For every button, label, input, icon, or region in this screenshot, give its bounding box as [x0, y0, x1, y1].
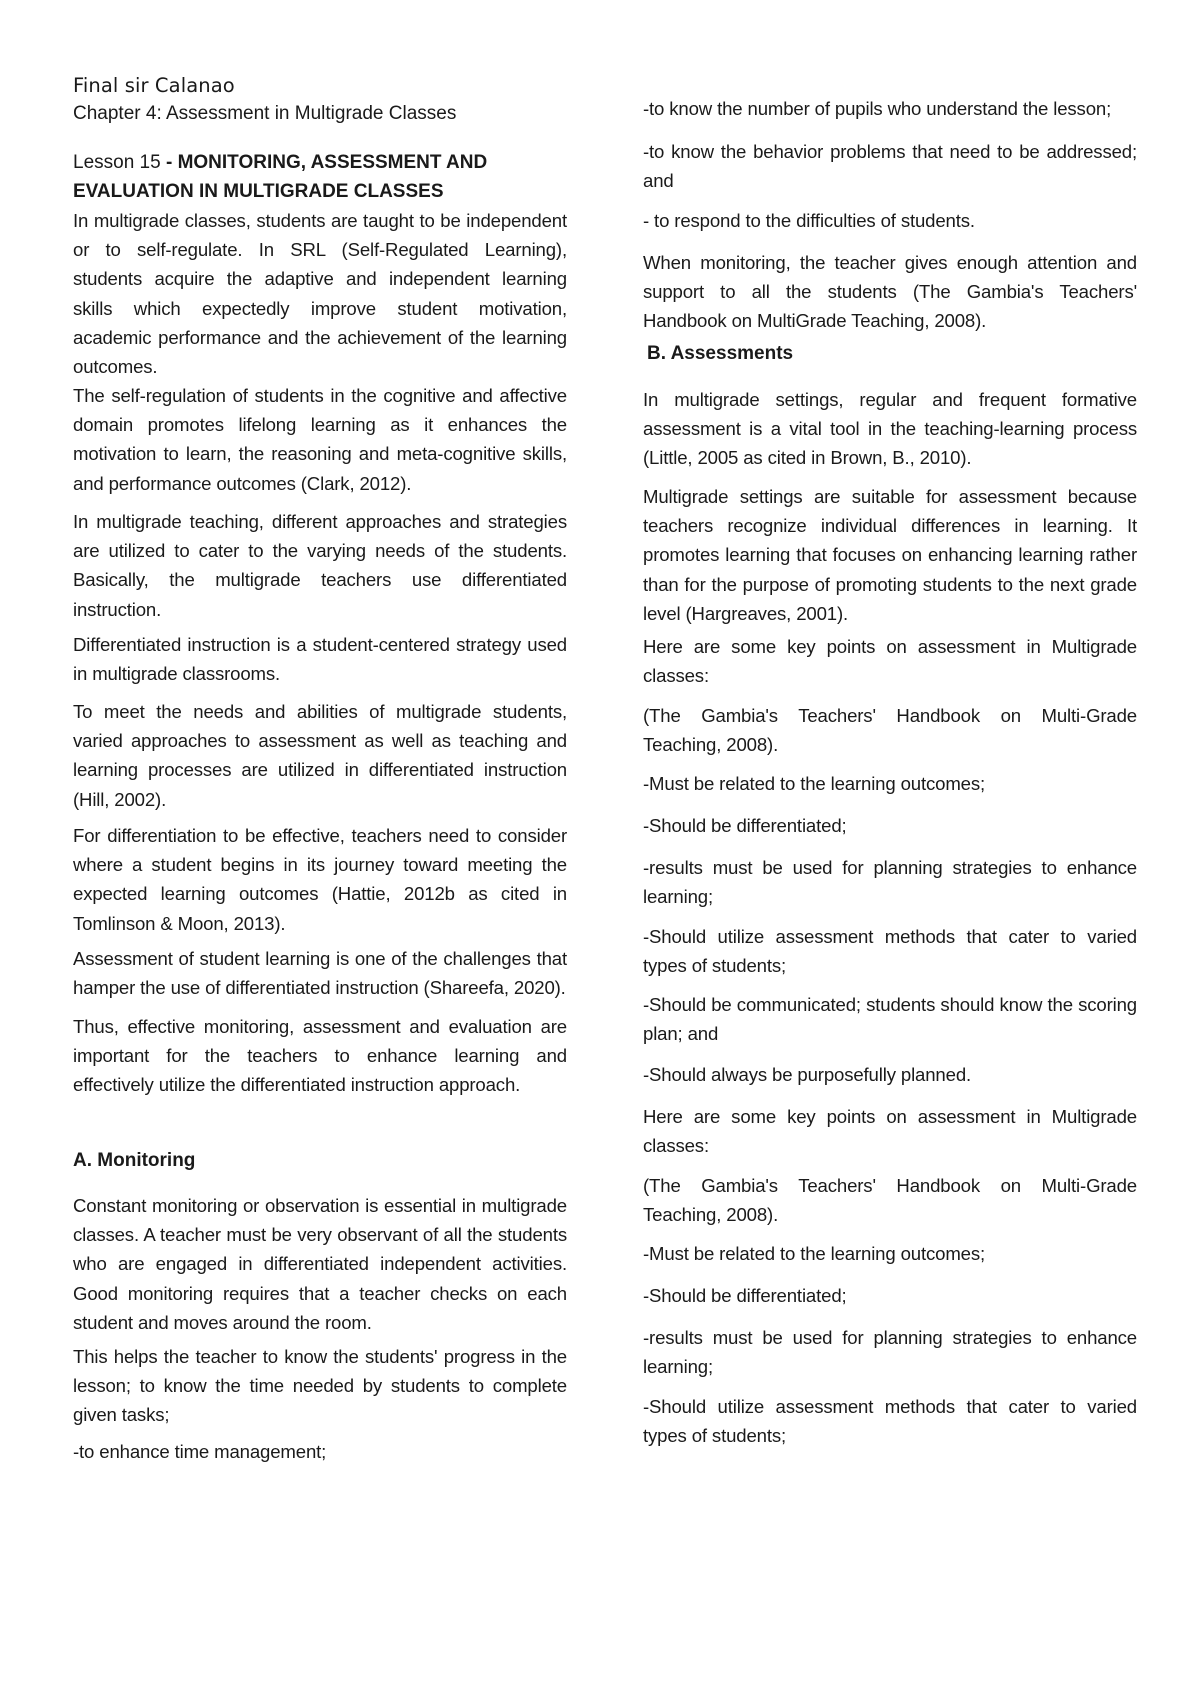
paragraph: -Should utilize assessment methods that cater to varied types of students;: [643, 926, 1137, 977]
paragraph: Here are some key points on assessment in Multigrade classes:: [643, 636, 1137, 687]
left-paragraph-7: [73, 944, 567, 1002]
paragraph: -Should be differentiated;: [643, 815, 847, 836]
paragraph: -results must be used for planning strategies to enhance learning;: [643, 1327, 1137, 1378]
assessment-paragraph-7: [643, 853, 1137, 911]
paragraph: Assessment of student learning is one of the challenges that hamper the use of differentiated instruction (Shareefa, 2020).: [73, 948, 567, 999]
paragraph: In multigrade settings, regular and frequent formative assessment is a vital tool in the teaching-learning process (Little, 2005 as cited in Brown, B., 2010).: [643, 389, 1137, 469]
assessment-paragraph-10: [643, 1060, 1137, 1089]
assessment-paragraph-5: [643, 769, 1137, 798]
chapter-title: Chapter 4: Assessment in Multigrade Classes: [73, 103, 457, 124]
right-paragraph-2: [643, 137, 1137, 195]
assessment-paragraph-4: [643, 701, 1137, 759]
left-paragraph-6: [73, 821, 567, 938]
assessment-paragraph-9: [643, 990, 1137, 1048]
paragraph: -results must be used for planning strategies to enhance learning;: [643, 857, 1137, 908]
paragraph: Here are some key points on assessment in Multigrade classes:: [643, 1106, 1137, 1157]
assessment-paragraph-6: [643, 811, 1137, 840]
assessment-paragraph-1: [643, 385, 1137, 473]
paragraph: - to respond to the difficulties of students.: [643, 210, 975, 231]
paragraph: (The Gambia's Teachers' Handbook on Multi-Grade Teaching, 2008).: [643, 1175, 1137, 1226]
paragraph: When monitoring, the teacher gives enough attention and support to all the students (The Gambia's Teachers' Handbook on MultiGrade Teaching, 2008).: [643, 252, 1137, 332]
right-paragraph-3: [643, 206, 1137, 235]
paragraph: (The Gambia's Teachers' Handbook on Multi-Grade Teaching, 2008).: [643, 705, 1137, 756]
paragraph: -Must be related to the learning outcomes;: [643, 773, 986, 794]
paragraph: This helps the teacher to know the students' progress in the lesson; to know the time needed by students to complete given tasks;: [73, 1346, 567, 1426]
monitoring-heading: A. Monitoring: [73, 1150, 196, 1171]
paragraph: -to know the number of pupils who understand the lesson;: [643, 98, 1112, 119]
assessment-paragraph-15: [643, 1323, 1137, 1381]
paragraph: Multigrade settings are suitable for assessment because teachers recognize individual differences in learning. It promotes learning that focuses on enhancing learning rather than for the purpose of promoting students to the next grade level (Hargreaves, 2001).: [643, 486, 1137, 624]
paragraph: -Should be communicated; students should know the scoring plan; and: [643, 994, 1137, 1045]
left-paragraph-4: [73, 630, 567, 688]
paragraph: Differentiated instruction is a student-centered strategy used in multigrade classrooms.: [73, 634, 567, 685]
lesson-title: [73, 148, 567, 206]
paragraph: -Should utilize assessment methods that cater to varied types of students;: [643, 1396, 1137, 1447]
right-paragraph-4: [643, 248, 1137, 336]
assessment-paragraph-13: [643, 1239, 1137, 1268]
assessment-paragraph-2: [643, 482, 1137, 628]
paragraph: -Must be related to the learning outcomes;: [643, 1243, 986, 1264]
document-title: Final sir Calanao: [73, 74, 235, 97]
assessments-heading: B. Assessments: [647, 343, 794, 364]
left-paragraph-1: [73, 206, 567, 381]
left-paragraph-8: [73, 1012, 567, 1100]
paragraph: In multigrade teaching, different approaches and strategies are utilized to cater to the varying needs of the students. Basically, the multigrade teachers use differentiated instruction.: [73, 511, 567, 620]
paragraph: -Should be differentiated;: [643, 1285, 847, 1306]
left-paragraph-3: [73, 507, 567, 624]
paragraph: For differentiation to be effective, teachers need to consider where a student begins in its journey toward meeting the expected learning outcomes (Hattie, 2012b as cited in Tomlinson & Moon, 2013).: [73, 825, 567, 934]
left-paragraph-2: [73, 381, 567, 498]
paragraph: Thus, effective monitoring, assessment and evaluation are important for the teachers to enhance learning and effectively utilize the differentiated instruction approach.: [73, 1016, 567, 1096]
paragraph: -to know the behavior problems that need to be addressed; and: [643, 141, 1137, 192]
paragraph: Constant monitoring or observation is essential in multigrade classes. A teacher must be very observant of all the students who are engaged in differentiated independent activities. Good monitoring requires that a teacher checks on each student and moves around the room.: [73, 1195, 567, 1333]
paragraph: The self-regulation of students in the cognitive and affective domain promotes lifelong learning as it enhances the motivation to learn, the reasoning and meta-cognitive skills, and performance outcomes (Clark, 2012).: [73, 385, 567, 494]
paragraph: -Should always be purposefully planned.: [643, 1064, 972, 1085]
assessment-paragraph-16: [643, 1392, 1137, 1450]
monitoring-paragraph-1: [73, 1191, 567, 1337]
paragraph: In multigrade classes, students are taught to be independent or to self-regulate. In SRL (Self-Regulated Learning), students acquire the adaptive and independent learning skills which expectedly improve student motivation, academic performance and the achievement of the learning outcomes.: [73, 210, 567, 378]
assessment-paragraph-8: [643, 922, 1137, 980]
lesson-heading: - MONITORING, ASSESSMENT AND EVALUATION IN MULTIGRADE CLASSES: [73, 152, 488, 202]
assessment-paragraph-12: [643, 1171, 1137, 1229]
assessment-paragraph-11: [643, 1102, 1137, 1160]
lesson-prefix: Lesson 15: [73, 152, 166, 173]
paragraph: To meet the needs and abilities of multigrade students, varied approaches to assessment as well as teaching and learning processes are utilized in differentiated instruction (Hill, 2002).: [73, 701, 567, 810]
paragraph: -to enhance time management;: [73, 1441, 327, 1462]
right-paragraph-1: [643, 94, 1137, 123]
monitoring-paragraph-3: [73, 1437, 567, 1466]
monitoring-paragraph-2: [73, 1342, 567, 1430]
left-paragraph-5: [73, 697, 567, 814]
assessment-paragraph-14: [643, 1281, 1137, 1310]
assessment-paragraph-3: [643, 632, 1137, 690]
